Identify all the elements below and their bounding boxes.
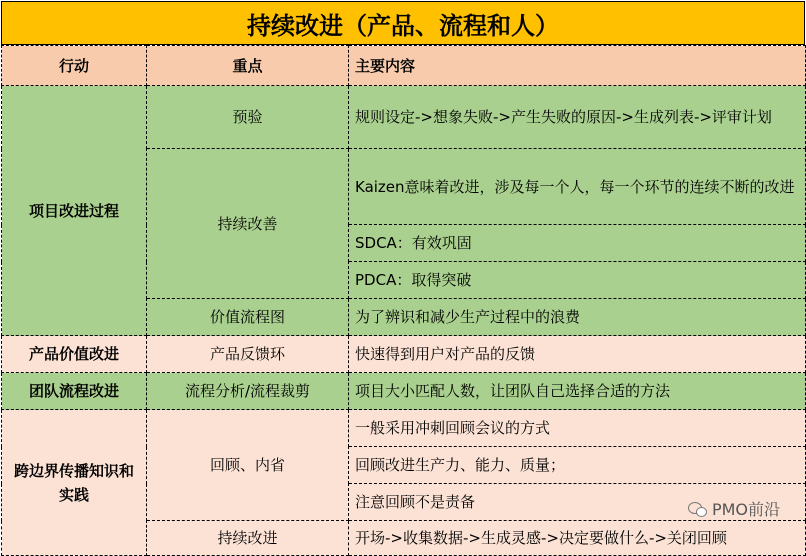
wechat-icon bbox=[688, 501, 708, 517]
header-row bbox=[2, 46, 806, 86]
content-cell: 注意回顾不是责备 bbox=[349, 484, 806, 521]
focus-cell: 预验 bbox=[147, 86, 349, 149]
content-cell: 开场->收集数据->生成灵感->决定要做什么->关闭回顾 bbox=[349, 521, 806, 556]
header-content: 主要内容 bbox=[349, 46, 806, 86]
content-cell: PDCA：取得突破 bbox=[349, 262, 806, 299]
watermark-text: PMO前沿 bbox=[711, 500, 780, 519]
content-cell: 为了辨识和减少生产过程中的浪费 bbox=[349, 299, 806, 336]
header-focus: 重点 bbox=[147, 46, 349, 86]
focus-cell: 持续改进 bbox=[147, 521, 349, 556]
content-cell: 回顾改进生产力、能力、质量； bbox=[349, 447, 806, 484]
focus-cell: 回顾、内省 bbox=[147, 410, 349, 521]
focus-cell: 价值流程图 bbox=[147, 299, 349, 336]
content-cell: 快速得到用户对产品的反馈 bbox=[349, 336, 806, 373]
focus-cell: 持续改善 bbox=[147, 149, 349, 299]
table-row bbox=[2, 86, 806, 149]
focus-cell: 流程分析/流程裁剪 bbox=[147, 373, 349, 410]
action-cell: 产品价值改进 bbox=[2, 336, 147, 373]
content-cell: Kaizen意味着改进，涉及每一个人，每一个环节的连续不断的改进 bbox=[349, 149, 806, 225]
focus-cell: 产品反馈环 bbox=[147, 336, 349, 373]
improvement-table bbox=[1, 45, 806, 556]
table-row bbox=[2, 410, 806, 447]
action-cell: 跨边界传播知识和实践 bbox=[2, 410, 147, 556]
content-cell: 项目大小匹配人数，让团队自己选择合适的方法 bbox=[349, 373, 806, 410]
content-cell: 规则设定->想象失败->产生失败的原因->生成列表->评审计划 bbox=[349, 86, 806, 149]
header-action: 行动 bbox=[2, 46, 147, 86]
content-cell: SDCA：有效巩固 bbox=[349, 225, 806, 262]
page-title: 持续改进（产品、流程和人） bbox=[1, 1, 805, 45]
table-row bbox=[2, 336, 806, 373]
content-cell: 一般采用冲刺回顾会议的方式 bbox=[349, 410, 806, 447]
watermark bbox=[688, 497, 780, 520]
action-cell: 项目改进过程 bbox=[2, 86, 147, 336]
action-cell: 团队流程改进 bbox=[2, 373, 147, 410]
table-row bbox=[2, 373, 806, 410]
